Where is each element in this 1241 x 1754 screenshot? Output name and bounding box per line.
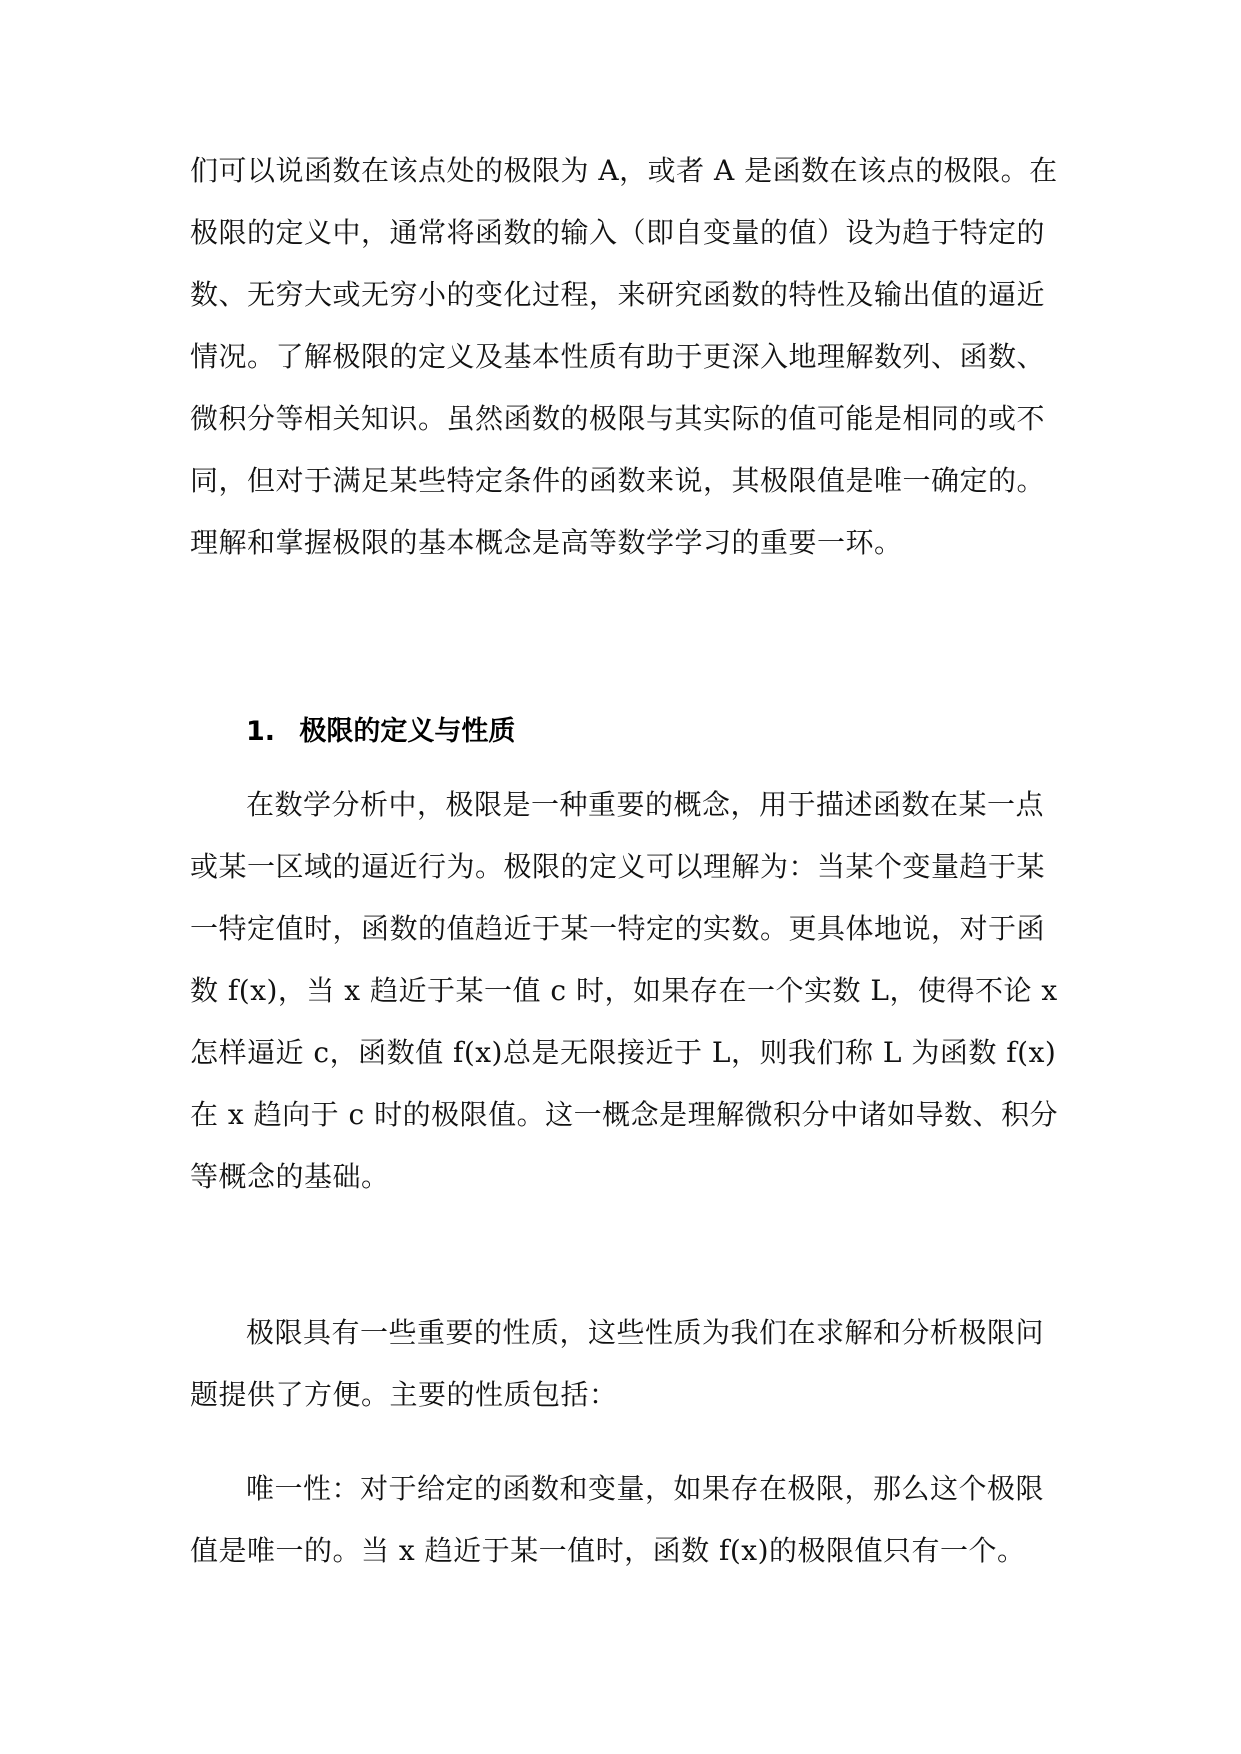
definition-paragraph [190, 774, 1060, 1208]
paragraph-line: 们可以说函数在该点处的极限为 A，或者 A 是函数在该点的极限。在 [190, 154, 1058, 187]
section-title: 极限的定义与性质 [299, 716, 516, 747]
paragraph-line: 唯一性：对于给定的函数和变量，如果存在极限，那么这个极限 [246, 1472, 1045, 1505]
paragraph-line: 数、无穷大或无穷小的变化过程，来研究函数的特性及输出值的逼近 [190, 278, 1046, 311]
section-number: 1. [246, 716, 276, 747]
paragraph-line: 等概念的基础。 [190, 1160, 390, 1193]
paragraph-line: 在数学分析中，极限是一种重要的概念，用于描述函数在某一点 [246, 788, 1045, 821]
paragraph-line: 一特定值时，函数的值趋近于某一特定的实数。更具体地说，对于函 [190, 912, 1046, 945]
paragraph-line: 怎样逼近 c，函数值 f(x)总是无限接近于 L，则我们称 L 为函数 f(x) [190, 1036, 1057, 1069]
properties-paragraph [190, 1302, 1060, 1426]
paragraph-line: 或某一区域的逼近行为。极限的定义可以理解为：当某个变量趋于某 [190, 850, 1046, 883]
paragraph-line: 微积分等相关知识。虽然函数的极限与其实际的值可能是相同的或不 [190, 402, 1046, 435]
paragraph-line: 极限具有一些重要的性质，这些性质为我们在求解和分析极限问 [246, 1316, 1045, 1349]
paragraph-line: 题提供了方便。主要的性质包括： [190, 1378, 618, 1411]
uniqueness-paragraph [190, 1458, 1060, 1582]
paragraph-line: 同，但对于满足某些特定条件的函数来说，其极限值是唯一确定的。 [190, 464, 1046, 497]
paragraph-line: 在 x 趋向于 c 时的极限值。这一概念是理解微积分中诸如导数、积分 [190, 1098, 1059, 1131]
paragraph-line: 理解和掌握极限的基本概念是高等数学学习的重要一环。 [190, 526, 903, 559]
paragraph-line: 极限的定义中，通常将函数的输入（即自变量的值）设为趋于特定的 [190, 216, 1046, 249]
paragraph-line: 情况。了解极限的定义及基本性质有助于更深入地理解数列、函数、 [190, 340, 1046, 373]
intro-paragraph [190, 140, 1060, 574]
paragraph-line: 数 f(x)，当 x 趋近于某一值 c 时，如果存在一个实数 L，使得不论 x [190, 974, 1058, 1007]
section-heading [246, 712, 515, 752]
paragraph-line: 值是唯一的。当 x 趋近于某一值时，函数 f(x)的极限值只有一个。 [190, 1534, 1026, 1567]
